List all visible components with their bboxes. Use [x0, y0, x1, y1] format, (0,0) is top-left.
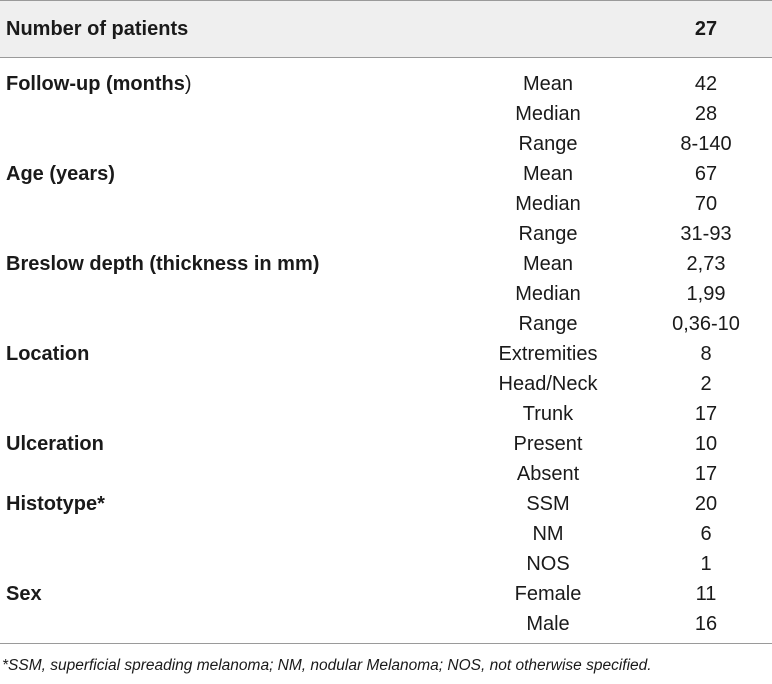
row-label-text: Age (years) — [6, 163, 115, 185]
row-value: 16 — [694, 613, 718, 635]
row-value: 2 — [700, 373, 712, 395]
table-row — [0, 519, 772, 549]
row-statistic: NM — [532, 523, 564, 545]
table-row — [0, 429, 772, 459]
row-label-text: Location — [6, 343, 90, 365]
table-row — [0, 69, 772, 99]
row-label-text: Histotype* — [6, 493, 105, 515]
row-value: 17 — [694, 463, 718, 485]
table-header-row — [0, 0, 772, 58]
row-value: 20 — [694, 493, 718, 515]
row-statistic: Female — [514, 583, 582, 605]
row-value: 70 — [694, 193, 718, 215]
row-value: 42 — [694, 73, 718, 95]
table-row — [0, 489, 772, 519]
bottom-rule — [0, 643, 772, 644]
row-statistic: Mean — [522, 73, 574, 95]
row-statistic: SSM — [526, 493, 570, 515]
row-statistic: NOS — [526, 553, 570, 575]
row-label — [6, 159, 115, 189]
row-label — [6, 489, 105, 519]
row-statistic: Extremities — [498, 343, 598, 365]
row-statistic: Range — [518, 313, 578, 335]
row-value: 11 — [695, 583, 717, 605]
row-value: 17 — [694, 403, 718, 425]
table-row — [0, 609, 772, 639]
table-row — [0, 129, 772, 159]
table-row — [0, 339, 772, 369]
table-row — [0, 249, 772, 279]
table-row — [0, 459, 772, 489]
row-value: 67 — [694, 163, 718, 185]
row-label — [6, 69, 192, 99]
row-statistic: Mean — [522, 253, 574, 275]
row-statistic: Median — [515, 283, 581, 305]
row-statistic: Trunk — [522, 403, 574, 425]
row-statistic: Median — [515, 103, 581, 125]
table-row — [0, 309, 772, 339]
row-label-text: Breslow depth (thickness in mm) — [6, 253, 320, 275]
row-value: 8 — [700, 343, 712, 365]
row-statistic: Present — [513, 433, 583, 455]
table-row — [0, 159, 772, 189]
row-value: 1 — [700, 553, 712, 575]
header-label: Number of patients — [6, 18, 189, 40]
row-value: 0,36-10 — [672, 313, 740, 335]
row-value: 8-140 — [680, 133, 732, 155]
row-value: 2,73 — [686, 253, 726, 275]
table-body — [0, 69, 772, 639]
row-statistic: Male — [526, 613, 570, 635]
table-row — [0, 369, 772, 399]
row-statistic: Head/Neck — [498, 373, 598, 395]
row-label-suffix: ) — [184, 73, 192, 95]
header-value: 27 — [694, 18, 718, 40]
row-value: 6 — [700, 523, 712, 545]
row-label-text: Ulceration — [6, 433, 104, 455]
row-statistic: Mean — [522, 163, 574, 185]
row-label-text: Follow-up (months — [6, 73, 185, 95]
table-row — [0, 549, 772, 579]
row-value: 28 — [694, 103, 718, 125]
row-label — [6, 429, 104, 459]
table-row — [0, 99, 772, 129]
row-value: 1,99 — [686, 283, 726, 305]
table-row — [0, 399, 772, 429]
row-label — [6, 249, 319, 279]
row-statistic: Range — [518, 223, 578, 245]
row-statistic: Median — [515, 193, 581, 215]
table-row — [0, 279, 772, 309]
row-value: 31-93 — [680, 223, 732, 245]
row-statistic: Range — [518, 133, 578, 155]
table-row — [0, 219, 772, 249]
table-row — [0, 189, 772, 219]
row-label — [6, 339, 89, 369]
row-value: 10 — [694, 433, 718, 455]
table-footnote: *SSM, superficial spreading melanoma; NM, nodular Melanoma; NOS, not otherwise specified. — [2, 657, 652, 674]
table-row — [0, 579, 772, 609]
row-label — [6, 579, 42, 609]
row-label-text: Sex — [6, 583, 42, 605]
row-statistic: Absent — [516, 463, 580, 485]
